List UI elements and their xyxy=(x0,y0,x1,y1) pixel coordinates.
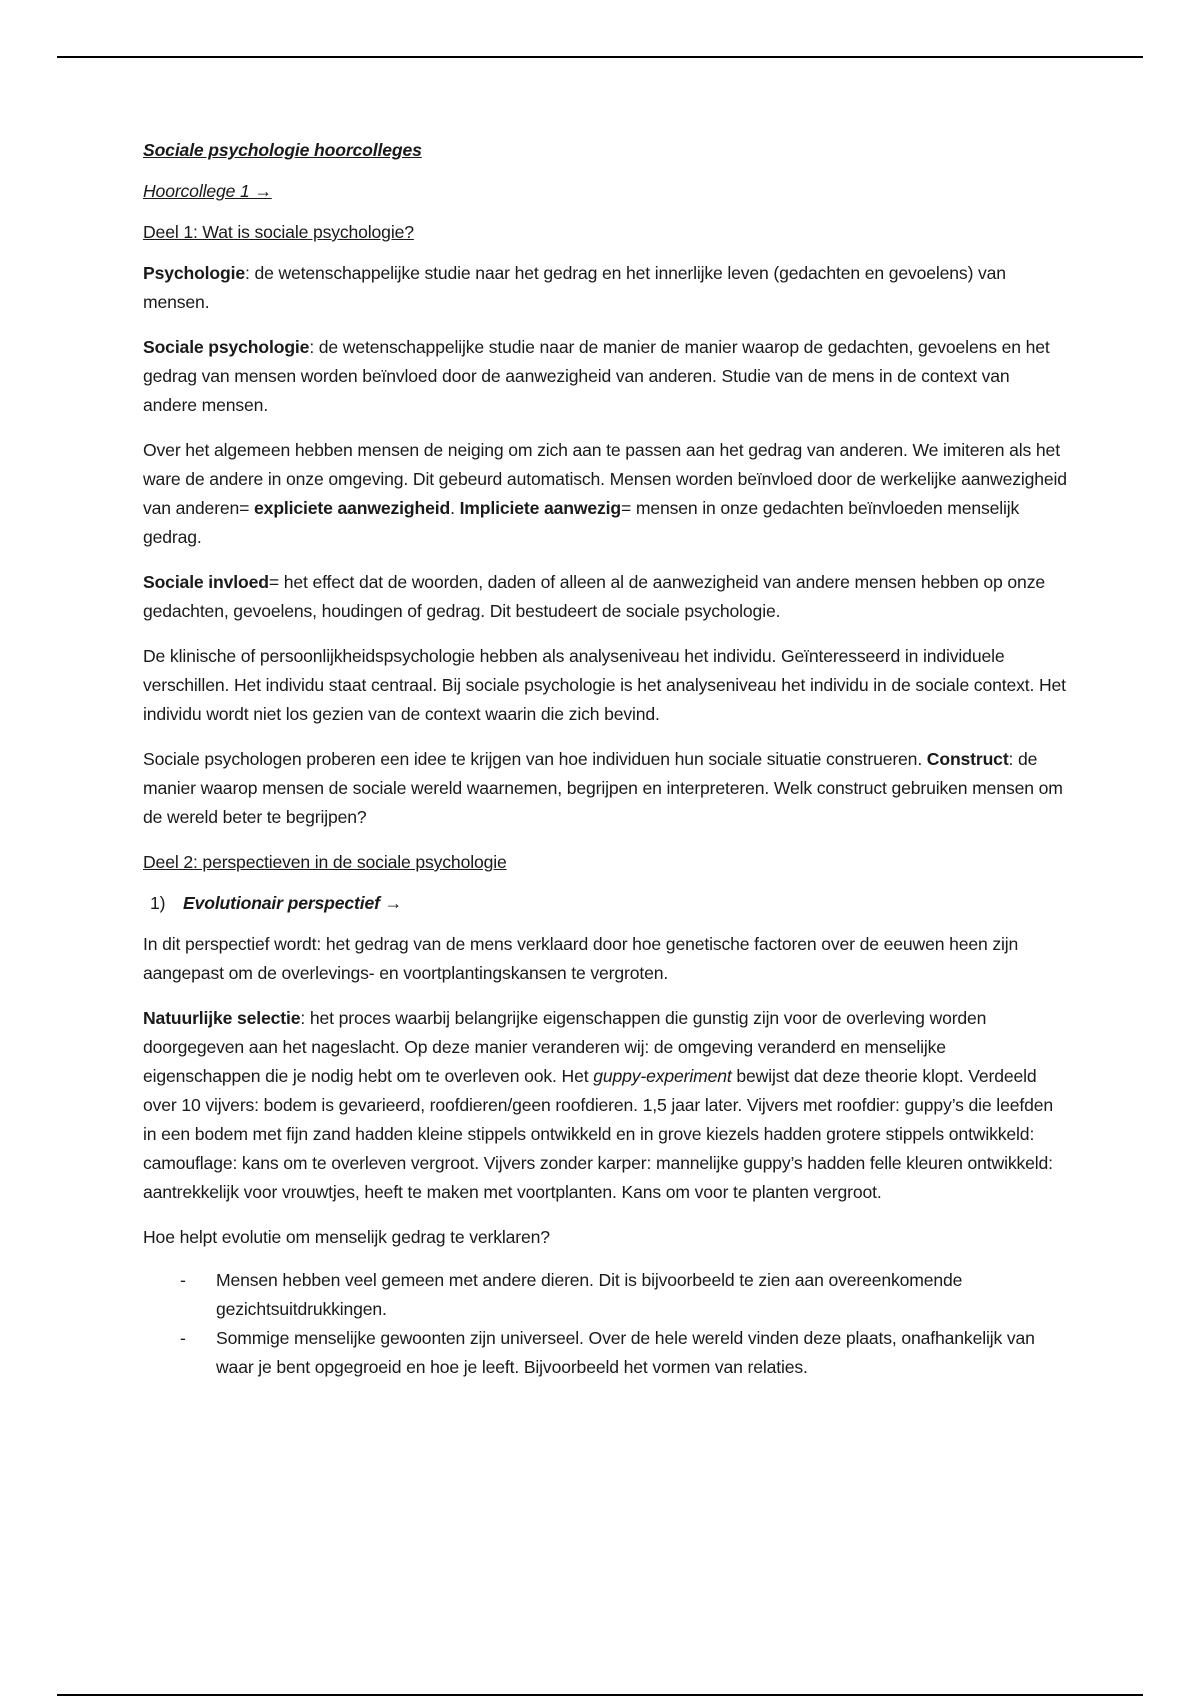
paragraph-analyseniveau: De klinische of persoonlijkheidspsychologie hebben als analyseniveau het individu. Geïnteresseerd in individuele verschillen. Het individu staat centraal. Bij sociale psychologie is het analyseniveau het individu in de sociale context. Het individu wordt niet los gezien van de context waarin die zich bevind. xyxy=(143,646,1066,724)
paragraph-text: : het proces waarbij belangrijke eigenschappen die gunstig zijn voor de overleving worden doorgegeven aan het nageslacht. Op deze manier veranderen wij: de omgeving veranderd en menselijke eigenschappen die je nodig hebt om te overleven ook. Het xyxy=(143,1008,987,1086)
paragraph-construct xyxy=(143,745,1067,832)
definition-text: : de wetenschappelijke studie naar de manier de manier waarop de gedachten, gevoelens en het gedrag van mensen worden beïnvloed door de aanwezigheid van anderen. Studie van de mens in de context van andere mensen. xyxy=(143,337,1050,415)
paragraph-natuurlijke-selectie xyxy=(143,1004,1067,1207)
paragraph-text: bewijst dat deze theorie klopt. Verdeeld over 10 vijvers: bodem is gevarieerd, roofdieren/geen roofdieren. 1,5 jaar later. Vijvers met roofdier: guppy’s die leefden in een bodem met fijn zand hadden kleine stippels ontwikkeld en in grove kiezels hadden grotere stippels ontwikkeld: camouflage: kans om te overleven vergroot. Vijvers zonder karper: mannelijke guppy’s hadden felle kleuren ontwikkeld: aantrekkelijk voor vrouwtjes, heeft te maken met voortplanten. Kans om voor te planten vergroot. xyxy=(143,1066,1053,1202)
list-item-text: Mensen hebben veel gemeen met andere dieren. Dit is bijvoorbeeld te zien aan overeenkomende gezichtsuitdrukkingen. xyxy=(216,1270,963,1319)
term-impliciete-aanwezig: Impliciete aanwezig xyxy=(459,498,621,518)
bullet-list xyxy=(143,1266,1067,1382)
paragraph-text: Over het algemeen hebben mensen de neiging om zich aan te passen aan het gedrag van anderen. We imiteren als het ware de andere in onze omgeving. Dit gebeurd automatisch. Mensen worden beïnvloed door de werkelijke aanwezigheid van anderen= xyxy=(143,440,1067,518)
paragraph-text: Sociale psychologen proberen een idee te krijgen van hoe individuen hun sociale situatie construeren. xyxy=(143,749,927,769)
definition-text: : de wetenschappelijke studie naar het gedrag en het innerlijke leven (gedachten en gevoelens) van mensen. xyxy=(143,263,1006,312)
heading-number: 1) xyxy=(150,893,166,913)
header-rule xyxy=(57,56,1143,58)
bullet-dash: - xyxy=(180,1328,186,1348)
term-sociale-invloed: Sociale invloed xyxy=(143,572,269,592)
document-body xyxy=(143,136,1067,1382)
list-item xyxy=(143,1266,1067,1324)
section-heading-part2: Deel 2: perspectieven in de sociale psychologie xyxy=(143,852,507,872)
footer-rule xyxy=(57,1694,1143,1696)
section-heading-part1: Deel 1: Wat is sociale psychologie? xyxy=(143,222,414,242)
numbered-heading-evolutionair xyxy=(143,889,1067,918)
paragraph-text: : de manier waarop mensen de sociale wereld waarnemen, begrijpen en interpreteren. Welk construct gebruiken mensen om de wereld beter te begrijpen? xyxy=(143,749,1063,827)
paragraph-text: . xyxy=(450,498,460,518)
paragraph-psychologie xyxy=(143,259,1067,317)
list-item xyxy=(143,1324,1067,1382)
term-expliciete-aanwezigheid: expliciete aanwezigheid xyxy=(254,498,451,518)
list-item-text: Sommige menselijke gewoonten zijn universeel. Over de hele wereld vinden deze plaats, onafhankelijk van waar je bent opgegroeid en hoe je leeft. Bijvoorbeeld het vormen van relaties. xyxy=(216,1328,1035,1377)
term-psychologie: Psychologie xyxy=(143,263,245,283)
paragraph-text: = mensen in onze gedachten beïnvloeden menselijk gedrag. xyxy=(143,498,1020,547)
term-guppy-experiment: guppy-experiment xyxy=(593,1066,732,1086)
paragraph-sociale-invloed xyxy=(143,568,1067,626)
paragraph-evolutionair: In dit perspectief wordt: het gedrag van de mens verklaard door hoe genetische factoren over de eeuwen heen zijn aangepast om de overlevings- en voortplantingskansen te vergroten. xyxy=(143,934,1019,983)
paragraph-sociale-psychologie xyxy=(143,333,1067,420)
bullet-dash: - xyxy=(180,1270,186,1290)
heading-text: Evolutionair perspectief → xyxy=(183,893,403,913)
term-sociale-psychologie: Sociale psychologie xyxy=(143,337,310,357)
definition-text: = het effect dat de woorden, daden of alleen al de aanwezigheid van andere mensen hebben op onze gedachten, gevoelens, houdingen of gedrag. Dit bestudeert de sociale psychologie. xyxy=(143,572,1045,621)
lecture-heading: Hoorcollege 1 → xyxy=(143,181,272,201)
paragraph-question: Hoe helpt evolutie om menselijk gedrag te verklaren? xyxy=(143,1227,550,1247)
term-natuurlijke-selectie: Natuurlijke selectie xyxy=(143,1008,301,1028)
document-title: Sociale psychologie hoorcolleges xyxy=(143,140,422,160)
term-construct: Construct xyxy=(926,749,1009,769)
paragraph-aanwezigheid xyxy=(143,436,1067,552)
